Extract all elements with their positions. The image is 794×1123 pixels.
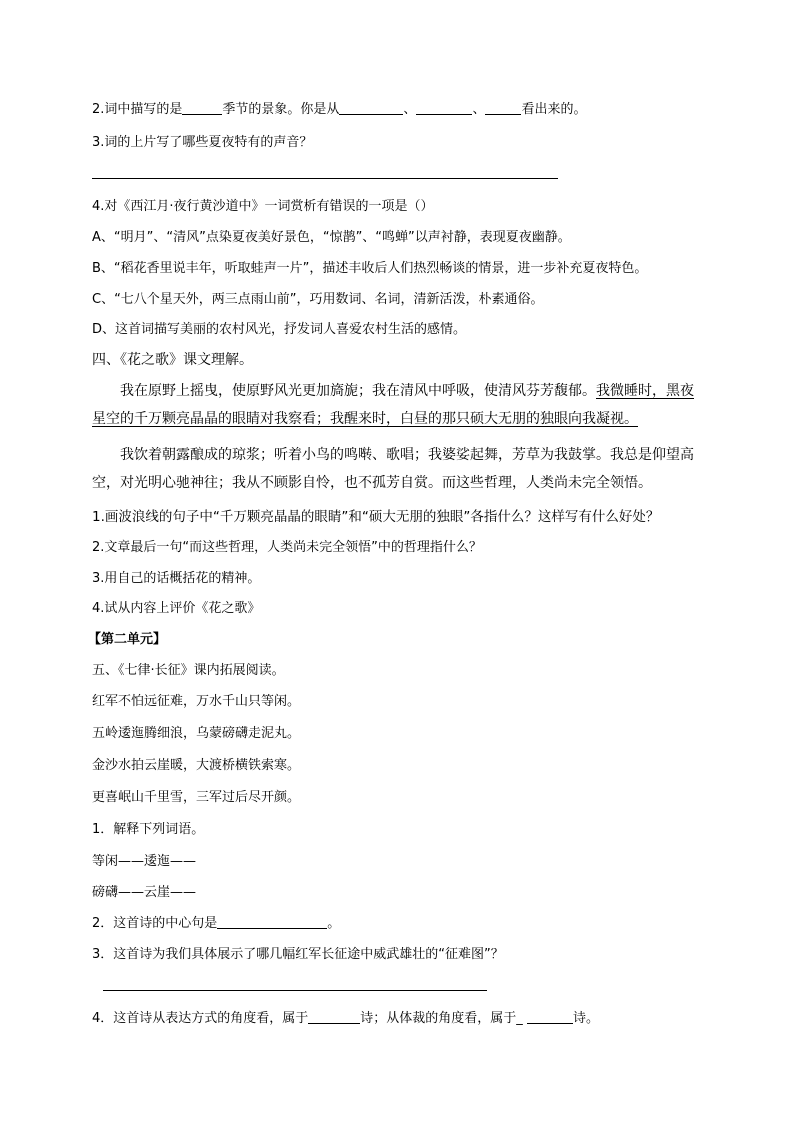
s4-text-a: 4．这首诗从表达方式的角度看，属于 xyxy=(92,1011,309,1026)
poem-line-4: 更喜岷山千里雪，三军过后尽开颜。 xyxy=(92,790,301,805)
answer-line[interactable] xyxy=(103,990,487,991)
option-d: D、这首词描写美丽的农村风光，抒发词人喜爱农村生活的感情。 xyxy=(92,322,467,337)
q2-text-c: 、 xyxy=(403,102,417,117)
passage-paragraph-1 xyxy=(92,377,702,433)
option-a: A、“明月”、“清风”点染夏夜美好景色，“惊鹊”、“鸣蝉”以声衬静，表现夏夜幽静。 xyxy=(92,230,571,245)
unit-heading: 【第二单元】 xyxy=(88,632,167,647)
answer-blank[interactable] xyxy=(217,915,327,929)
s4-text-d: 诗。 xyxy=(572,1011,599,1026)
q2-text-b: 季节的景象。你是从 xyxy=(222,102,340,117)
sub-question-3: 3．这首诗为我们具体展示了哪几幅红军长征途中威武雄壮的“征难图”？ xyxy=(92,947,504,962)
passage2-text: 我饮着朝露酿成的琼浆；听着小鸟的鸣啭、歌唱；我婆娑起舞，芳草为我鼓掌。我总是仰望高空，对光明心驰神往；我从不顾影自怜，也不孤芳自赏。而这些哲理，人类尚未完全领悟。 xyxy=(92,447,694,491)
passage-question-2: 2.文章最后一句“而这些哲理，人类尚未完全领悟”中的哲理指什么？ xyxy=(92,540,482,555)
question-2 xyxy=(92,101,586,119)
s4-text-b: 诗；从体裁的角度看，属于 xyxy=(360,1011,517,1026)
s2-text: 2．这首诗的中心句是 xyxy=(92,916,218,931)
s4-text-c: _ xyxy=(516,1011,527,1026)
option-b: B、“稻花香里说丰年，听取蛙声一片”，描述丰收后人们热烈畅谈的情景，进一步补充夏夜特色。 xyxy=(92,261,648,276)
question-4: 4.对《西江月·夜行黄沙道中》一词赏析有错误的一项是（） xyxy=(92,199,434,214)
passage1-underlined: 我微睡时，黑夜星空的千万颗亮晶晶的眼睛对我察看；我醒来时，白昼的那只硕大无朋的独眼向我凝视。 xyxy=(92,383,694,427)
sub-question-1a: 等闲——逶迤—— xyxy=(92,854,197,869)
passage1-plain: 我在原野上摇曳，使原野风光更加旖旎；我在清风中呼吸，使清风芬芳馥郁。 xyxy=(120,383,596,399)
section-5-title: 五、《七律·长征》课内拓展阅读。 xyxy=(92,663,285,678)
poem-line-1: 红军不怕远征难，万水千山只等闲。 xyxy=(92,694,301,709)
q2-text-e: 看出来的。 xyxy=(521,102,587,117)
question-3: 3.词的上片写了哪些夏夜特有的声音？ xyxy=(92,135,313,150)
answer-blank[interactable] xyxy=(182,101,222,115)
poem-line-2: 五岭逶迤腾细浪，乌蒙磅礴走泥丸。 xyxy=(92,726,301,741)
sub-question-2 xyxy=(92,915,340,933)
option-c: C、“七八个星天外，两三点雨山前”，巧用数词、名词，清新活泼，朴素通俗。 xyxy=(92,292,544,307)
sub-question-1b: 磅礴——云崖—— xyxy=(92,885,197,900)
answer-blank[interactable] xyxy=(485,101,521,115)
q2-text-a: 2.词中描写的是 xyxy=(92,102,183,117)
passage-question-4: 4.试从内容上评价《花之歌》 xyxy=(92,601,261,616)
answer-blank[interactable] xyxy=(308,1010,360,1024)
passage-question-3: 3.用自己的话概括花的精神。 xyxy=(92,571,261,586)
section-4-title: 四、《花之歌》课文理解。 xyxy=(92,352,253,368)
s2-end: 。 xyxy=(327,916,341,931)
answer-line[interactable] xyxy=(92,178,558,179)
passage-question-1: 1.画波浪线的句子中“千万颗亮晶晶的眼睛”和“硕大无朋的独眼”各指什么？这样写有什么好处？ xyxy=(92,509,660,525)
q2-text-d: 、 xyxy=(472,102,486,117)
answer-blank[interactable] xyxy=(416,101,472,115)
sub-question-4 xyxy=(92,1010,599,1028)
answer-blank[interactable] xyxy=(339,101,403,115)
answer-blank[interactable] xyxy=(527,1010,573,1024)
poem-line-3: 金沙水拍云崖暖，大渡桥横铁索寒。 xyxy=(92,758,301,773)
passage-paragraph-2 xyxy=(92,441,702,497)
sub-question-1: 1．解释下列词语。 xyxy=(92,822,205,837)
